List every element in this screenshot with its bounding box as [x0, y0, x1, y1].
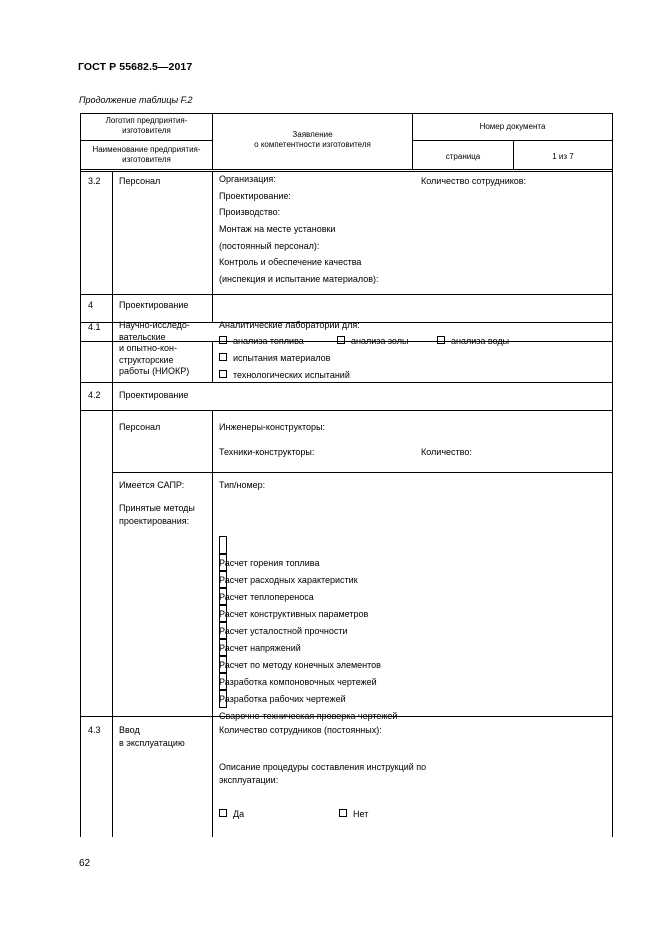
row-4-2-number: 4.2 [88, 390, 101, 400]
method-item[interactable]: Расчет по методу конечных элементов [219, 638, 397, 655]
method-item[interactable]: Разработка рабочих чертежей [219, 672, 397, 689]
method-item[interactable]: Расчет усталостной прочности [219, 604, 397, 621]
option-no[interactable]: Нет [339, 808, 368, 820]
design-methods-label: Принятые методы проектирования: [119, 503, 195, 526]
row-4-2-title: Проектирование [119, 390, 189, 400]
option-yes[interactable]: Да [219, 808, 244, 820]
method-item[interactable]: Расчет напряжений [219, 621, 397, 638]
permanent-staff-label: Количество сотрудников (постоянных): [219, 725, 382, 735]
row-4-3-title: Ввод в эксплуатацию [119, 725, 185, 748]
row-4-3-number: 4.3 [88, 725, 101, 735]
row-4-title: Проектирование [119, 300, 189, 310]
option-fuel-analysis[interactable]: анализа топлива [219, 335, 304, 347]
technicians-label: Техники-конструкторы: [219, 447, 315, 457]
method-item[interactable]: Разработка компоновочных чертежей [219, 655, 397, 672]
company-name-label: Наименование предприятия- изготовителя [92, 145, 201, 164]
method-item[interactable]: Расчет теплопереноса [219, 570, 397, 587]
document-title: ГОСТ Р 55682.5—2017 [78, 61, 193, 73]
design-methods-list [219, 536, 398, 721]
staff-title: Персонал [119, 422, 161, 432]
checkbox-icon[interactable] [219, 370, 227, 378]
row-4-number: 4 [88, 300, 94, 310]
option-water-analysis[interactable]: анализа воды [437, 335, 509, 347]
labs-label: Аналитические лаборатории для: [219, 320, 360, 330]
page-number: 62 [79, 858, 91, 869]
document-number-label: Номер документа [479, 122, 546, 131]
method-item[interactable]: Сварочно-техническая проверка чертежей [219, 689, 397, 706]
page-label: страница [445, 152, 481, 161]
table-continuation-caption: Продолжение таблицы F.2 [79, 95, 193, 105]
row-3-2-title: Персонал [119, 176, 161, 186]
row-4-1-number: 4.1 [88, 322, 101, 332]
statement-label: Заявление о компетентности изготовителя [254, 130, 371, 149]
checkbox-icon[interactable] [219, 336, 227, 344]
engineers-label: Инженеры-конструкторы: [219, 422, 325, 432]
quantity-label: Количество: [421, 447, 472, 457]
employee-count-label: Количество сотрудников: [421, 176, 527, 186]
method-item[interactable]: Расчет конструктивных параметров [219, 587, 397, 604]
option-process-testing[interactable]: технологических испытаний [219, 369, 350, 381]
logo-label: Логотип предприятия- изготовителя [105, 116, 188, 135]
checkbox-icon[interactable] [219, 353, 227, 361]
method-item[interactable]: Расчет расходных характеристик [219, 553, 397, 570]
personnel-list: Организация: Проектирование: Производство: Монтаж на месте установки (постоянный персонал): Контроль и обеспечение качества (инспекция и испытание материалов): [219, 174, 379, 285]
row-3-2-number: 3.2 [88, 176, 101, 186]
method-item[interactable]: Расчет горения топлива [219, 536, 397, 553]
option-material-testing[interactable]: испытания материалов [219, 352, 330, 364]
checkbox-icon[interactable] [339, 809, 347, 817]
checkbox-icon[interactable] [437, 336, 445, 344]
checkbox-icon[interactable] [337, 336, 345, 344]
option-ash-analysis[interactable]: анализа золы [337, 335, 408, 347]
checkbox-icon[interactable] [219, 809, 227, 817]
page-value: 1 из 7 [552, 152, 574, 161]
row-4-1-title: Научно-исследо- вательские и опытно-кон- структорские работы (НИОКР) [119, 320, 190, 376]
cad-label: Имеется САПР: [119, 480, 185, 490]
type-number-label: Тип/номер: [219, 480, 266, 490]
procedure-description-label: Описание процедуры составления инструкций по эксплуатации: [219, 762, 427, 785]
